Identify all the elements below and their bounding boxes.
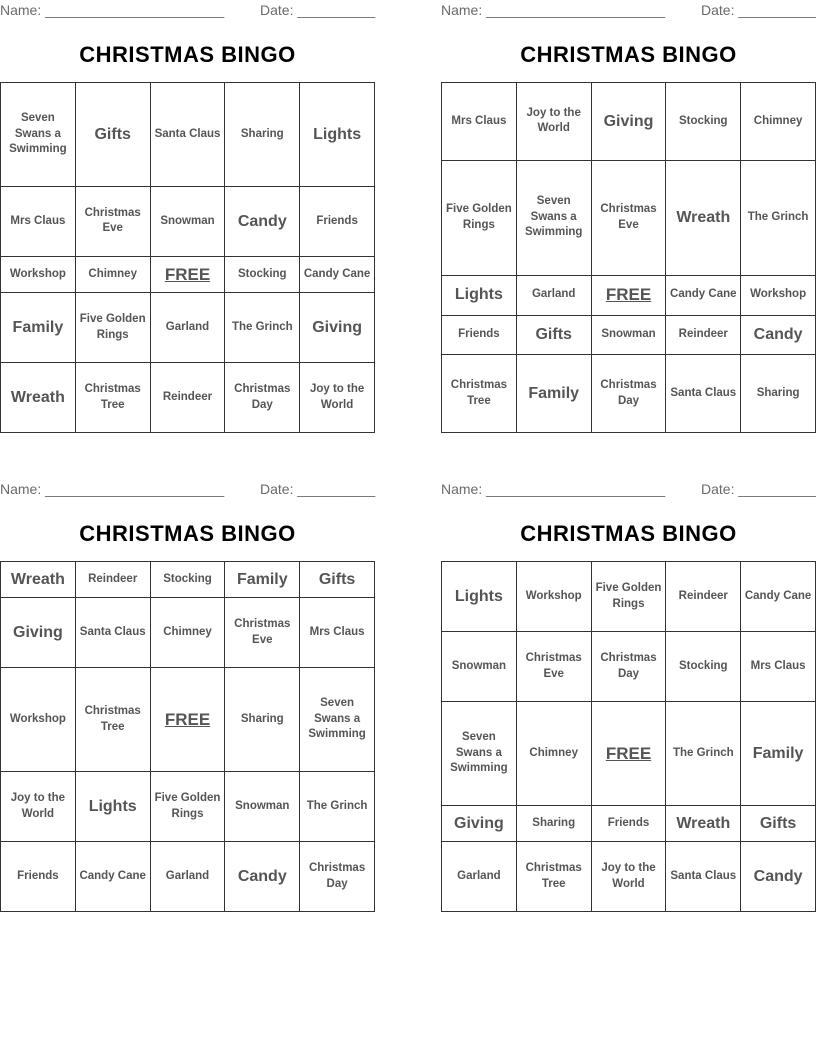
bingo-row [1,83,375,187]
bingo-cell[interactable]: Candy Cane [300,256,375,292]
date-field[interactable]: Date: __________ [701,2,816,18]
bingo-cell[interactable]: Friends [591,805,666,841]
bingo-cell[interactable]: The Grinch [741,160,816,275]
bingo-cell[interactable]: Reindeer [666,315,741,355]
bingo-cell[interactable]: Christmas Day [591,355,666,433]
bingo-cell[interactable]: Mrs Claus [741,632,816,702]
free-space-cell[interactable]: FREE [591,702,666,806]
free-space-cell[interactable]: FREE [150,256,225,292]
bingo-cell[interactable]: Christmas Day [300,842,375,912]
bingo-cell[interactable]: Lights [442,275,517,315]
date-field[interactable]: Date: __________ [701,481,816,497]
bingo-row [442,83,816,161]
bingo-row [442,355,816,433]
bingo-cell[interactable]: Wreath [1,562,76,598]
bingo-cell[interactable]: Seven Swans a Swimming [1,83,76,187]
bingo-cell[interactable]: Wreath [666,160,741,275]
bingo-cell[interactable]: Reindeer [75,562,150,598]
bingo-row [1,598,375,668]
bingo-cell[interactable]: Candy [225,186,300,256]
bingo-row [1,256,375,292]
card-title: CHRISTMAS BINGO [520,521,737,546]
bingo-row [442,702,816,806]
bingo-cell[interactable]: Family [1,293,76,363]
bingo-grid [0,82,375,433]
bingo-cell[interactable]: Garland [442,842,517,912]
bingo-cell[interactable]: Christmas Eve [591,160,666,275]
bingo-cell[interactable]: Reindeer [150,363,225,433]
bingo-cell[interactable]: Chimney [516,702,591,806]
bingo-cell[interactable]: Friends [442,315,517,355]
date-field[interactable]: Date: __________ [260,481,376,497]
bingo-cell[interactable]: Gifts [75,83,150,187]
bingo-cell[interactable]: Garland [150,293,225,363]
bingo-cell[interactable]: Lights [442,562,517,632]
name-field[interactable]: Name: _______________________ [441,2,666,18]
bingo-cell[interactable]: The Grinch [225,293,300,363]
bingo-cell[interactable]: Candy Cane [741,562,816,632]
bingo-card [0,0,375,432]
bingo-cell[interactable]: Chimney [75,256,150,292]
bingo-cell[interactable]: Joy to the World [516,83,591,161]
bingo-cell[interactable]: Snowman [442,632,517,702]
bingo-cell[interactable]: Christmas Tree [75,668,150,772]
bingo-cell[interactable]: Workshop [1,668,76,772]
bingo-cell[interactable]: Snowman [150,186,225,256]
name-field[interactable]: Name: _______________________ [0,481,225,497]
bingo-cell[interactable]: Candy [741,315,816,355]
bingo-cell[interactable]: Workshop [516,562,591,632]
bingo-cell[interactable]: Santa Claus [666,355,741,433]
bingo-row [1,842,375,912]
bingo-cell[interactable]: Christmas Tree [442,355,517,433]
bingo-cell[interactable]: Mrs Claus [1,186,76,256]
bingo-row [442,562,816,632]
bingo-row [442,842,816,912]
bingo-cell[interactable]: Five Golden Rings [591,562,666,632]
bingo-cell[interactable]: Snowman [225,772,300,842]
bingo-cell[interactable]: Mrs Claus [300,598,375,668]
bingo-cell[interactable]: Sharing [225,83,300,187]
bingo-cell[interactable]: Chimney [741,83,816,161]
bingo-card [0,479,375,911]
card-title: CHRISTMAS BINGO [79,521,296,546]
bingo-cell[interactable]: Family [225,562,300,598]
bingo-cell[interactable]: Gifts [300,562,375,598]
bingo-cell[interactable]: Giving [1,598,76,668]
bingo-cell[interactable]: Seven Swans a Swimming [300,668,375,772]
bingo-row [442,805,816,841]
bingo-cell[interactable]: Friends [1,842,76,912]
bingo-cell[interactable]: Joy to the World [300,363,375,433]
bingo-cell[interactable]: Joy to the World [591,842,666,912]
bingo-cell[interactable]: Christmas Eve [225,598,300,668]
bingo-cell[interactable]: Sharing [516,805,591,841]
bingo-cell[interactable]: The Grinch [666,702,741,806]
bingo-cell[interactable]: Christmas Day [225,363,300,433]
bingo-cell[interactable]: Family [516,355,591,433]
bingo-row [1,562,375,598]
bingo-cell[interactable]: The Grinch [300,772,375,842]
bingo-cell[interactable]: Garland [516,275,591,315]
bingo-cell[interactable]: Snowman [591,315,666,355]
bingo-cell[interactable]: Chimney [150,598,225,668]
bingo-row [1,668,375,772]
bingo-cell[interactable]: Giving [442,805,517,841]
bingo-cell[interactable]: Christmas Tree [75,363,150,433]
bingo-cell[interactable]: Workshop [741,275,816,315]
bingo-cell[interactable]: Candy Cane [75,842,150,912]
bingo-row [442,315,816,355]
bingo-cell[interactable]: Christmas Day [591,632,666,702]
bingo-cell[interactable]: Gifts [741,805,816,841]
bingo-cell[interactable]: Gifts [516,315,591,355]
bingo-row [442,160,816,275]
bingo-cell[interactable]: Christmas Tree [516,842,591,912]
bingo-row [442,632,816,702]
bingo-cell[interactable]: Joy to the World [1,772,76,842]
bingo-cell[interactable]: Family [741,702,816,806]
bingo-row [1,772,375,842]
name-field[interactable]: Name: _______________________ [0,2,225,18]
bingo-cell[interactable]: Giving [300,293,375,363]
bingo-cell[interactable]: Seven Swans a Swimming [442,702,517,806]
bingo-card [441,0,816,432]
date-field[interactable]: Date: __________ [260,2,376,18]
bingo-cell[interactable]: Wreath [1,363,76,433]
bingo-cell[interactable]: Lights [75,772,150,842]
bingo-cell[interactable]: Sharing [225,668,300,772]
bingo-cell[interactable]: Candy Cane [666,275,741,315]
free-space-cell[interactable]: FREE [150,668,225,772]
card-title: CHRISTMAS BINGO [520,42,737,67]
card-title: CHRISTMAS BINGO [79,42,296,67]
bingo-grid [441,561,816,912]
bingo-cell[interactable]: Santa Claus [666,842,741,912]
bingo-cell[interactable]: Santa Claus [75,598,150,668]
bingo-row [1,293,375,363]
bingo-row [1,186,375,256]
bingo-cell[interactable]: Stocking [225,256,300,292]
bingo-cell[interactable]: Sharing [741,355,816,433]
bingo-cell[interactable]: Reindeer [666,562,741,632]
bingo-cell[interactable]: Candy [225,842,300,912]
bingo-cell[interactable]: Seven Swans a Swimming [516,160,591,275]
name-field[interactable]: Name: _______________________ [441,481,666,497]
bingo-cell[interactable]: Five Golden Rings [150,772,225,842]
bingo-card [441,479,816,911]
bingo-cell[interactable]: Stocking [666,83,741,161]
bingo-cell[interactable]: Lights [300,83,375,187]
bingo-cell[interactable]: Workshop [1,256,76,292]
bingo-cell[interactable]: Candy [741,842,816,912]
bingo-row [442,275,816,315]
bingo-grid [441,82,816,433]
bingo-cell[interactable]: Wreath [666,805,741,841]
bingo-cell[interactable]: Mrs Claus [442,83,517,161]
bingo-cell[interactable]: Stocking [150,562,225,598]
bingo-cell[interactable]: Five Golden Rings [75,293,150,363]
bingo-grid [0,561,375,912]
free-space-cell[interactable]: FREE [591,275,666,315]
bingo-cell[interactable]: Giving [591,83,666,161]
bingo-cell[interactable]: Christmas Eve [516,632,591,702]
bingo-cell[interactable]: Five Golden Rings [442,160,517,275]
bingo-cell[interactable]: Christmas Eve [75,186,150,256]
bingo-row [1,363,375,433]
bingo-cell[interactable]: Stocking [666,632,741,702]
bingo-cell[interactable]: Friends [300,186,375,256]
bingo-cell[interactable]: Garland [150,842,225,912]
bingo-cell[interactable]: Santa Claus [150,83,225,187]
